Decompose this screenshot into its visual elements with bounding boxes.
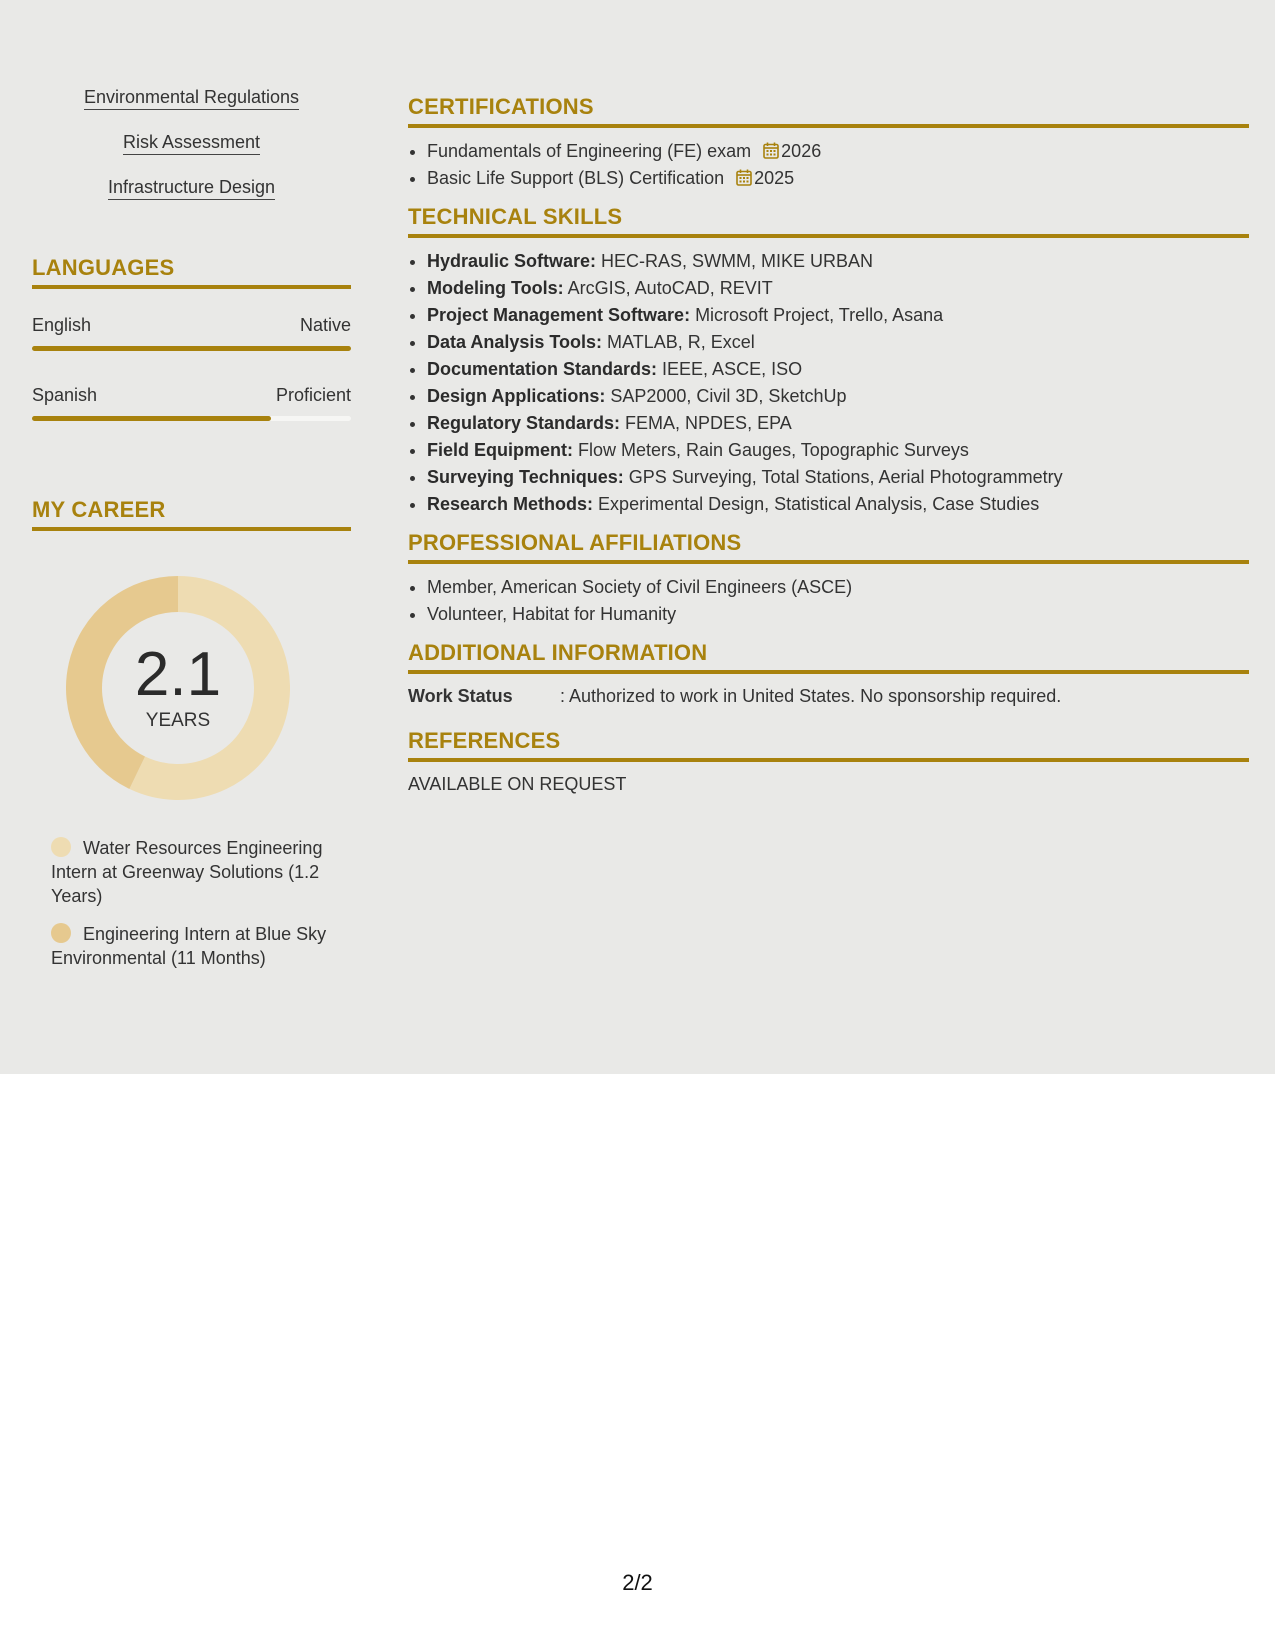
- list-item: [427, 491, 1249, 518]
- work-status-row: [408, 684, 1249, 708]
- career-legend: [51, 836, 331, 984]
- affiliations-list: [408, 574, 1249, 628]
- list-item: • Member, American Society of Civil Engineers (ASCE): [427, 574, 1249, 601]
- legend-dot: [51, 923, 71, 943]
- certifications-list: [408, 138, 1249, 192]
- list-item: [427, 383, 1249, 410]
- skill-label: Research Methods:: [427, 494, 594, 514]
- list-item: [427, 138, 1249, 165]
- languages-heading: LANGUAGES: [32, 255, 351, 289]
- additional-info-heading: ADDITIONAL INFORMATION: [408, 640, 1249, 674]
- skill-label: Field Equipment:: [427, 440, 573, 460]
- skill-label: Design Applications:: [427, 386, 606, 406]
- language-bar-fill: [32, 346, 351, 351]
- references-heading: REFERENCES: [408, 728, 1249, 762]
- career-years-unit: YEARS: [145, 710, 211, 731]
- work-status-label: Work Status: [408, 686, 513, 706]
- list-item: [427, 410, 1249, 437]
- legend-item: [51, 836, 331, 908]
- interest-item: Infrastructure Design: [108, 176, 275, 200]
- language-name: Spanish: [32, 385, 98, 405]
- list-item: [427, 437, 1249, 464]
- certification-year: 2025: [754, 168, 795, 188]
- references-text: AVAILABLE ON REQUEST: [408, 774, 627, 794]
- certifications-heading: CERTIFICATIONS: [408, 94, 1249, 128]
- page-number: 2/2: [622, 1570, 653, 1595]
- skill-value: SAP2000, Civil 3D, SketchUp: [605, 386, 847, 406]
- skill-value: Microsoft Project, Trello, Asana: [690, 305, 944, 325]
- work-status-value: : Authorized to work in United States. No sponsorship required.: [560, 686, 1062, 706]
- skill-value: ArcGIS, AutoCAD, REVIT: [563, 278, 773, 298]
- language-bar: [32, 346, 351, 351]
- list-item: • Volunteer, Habitat for Humanity: [427, 601, 1249, 628]
- list-item: [427, 464, 1249, 491]
- language-name: English: [32, 315, 92, 335]
- right-column: [408, 94, 1249, 796]
- skill-label: Surveying Techniques:: [427, 467, 624, 487]
- interest-item: Environmental Regulations: [84, 86, 299, 110]
- skill-label: Modeling Tools:: [427, 278, 564, 298]
- list-item: [427, 165, 1249, 192]
- skill-label: Data Analysis Tools:: [427, 332, 603, 352]
- skill-label: Regulatory Standards:: [427, 413, 621, 433]
- list-item: [427, 329, 1249, 356]
- skill-label: Documentation Standards:: [427, 359, 658, 379]
- legend-item: [51, 922, 331, 970]
- calendar-icon: [763, 142, 779, 159]
- calendar-icon: [736, 169, 752, 186]
- career-years-number: 2.1: [134, 640, 222, 709]
- certification-year: 2026: [781, 141, 822, 161]
- language-level: Native: [299, 315, 351, 335]
- interest-item: Risk Assessment: [123, 131, 260, 155]
- skill-value: GPS Surveying, Total Stations, Aerial Photogrammetry: [623, 467, 1063, 487]
- career-heading: MY CAREER: [32, 497, 351, 531]
- interests-list: [32, 86, 351, 221]
- skill-value: MATLAB, R, Excel: [602, 332, 755, 352]
- list-item: [427, 302, 1249, 329]
- list-item: [427, 248, 1249, 275]
- skill-value: Experimental Design, Statistical Analysis, Case Studies: [593, 494, 1040, 514]
- certification-name: Basic Life Support (BLS) Certification: [427, 168, 725, 188]
- certification-name: Fundamentals of Engineering (FE) exam: [427, 141, 752, 161]
- legend-label: Engineering Intern at Blue Sky Environmental (11 Months): [51, 924, 327, 968]
- language-level: Proficient: [275, 385, 351, 405]
- list-item: [427, 356, 1249, 383]
- skill-value: Flow Meters, Rain Gauges, Topographic Surveys: [573, 440, 969, 460]
- career-total: [66, 576, 290, 800]
- technical-skills-list: [408, 248, 1249, 518]
- list-item: [427, 275, 1249, 302]
- language-bar: [32, 416, 351, 421]
- skill-label: Hydraulic Software:: [427, 251, 597, 271]
- affiliations-heading: PROFESSIONAL AFFILIATIONS: [408, 530, 1249, 564]
- language-bar-fill: [32, 416, 271, 421]
- skill-label: Project Management Software:: [427, 305, 691, 325]
- skill-value: HEC-RAS, SWMM, MIKE URBAN: [596, 251, 874, 271]
- language-item: [32, 384, 351, 421]
- skill-value: FEMA, NPDES, EPA: [620, 413, 792, 433]
- legend-dot: [51, 837, 71, 857]
- language-item: [32, 314, 351, 351]
- legend-label: Water Resources Engineering Intern at Greenway Solutions (1.2 Years): [51, 838, 323, 906]
- technical-skills-heading: TECHNICAL SKILLS: [408, 204, 1249, 238]
- skill-value: IEEE, ASCE, ISO: [657, 359, 803, 379]
